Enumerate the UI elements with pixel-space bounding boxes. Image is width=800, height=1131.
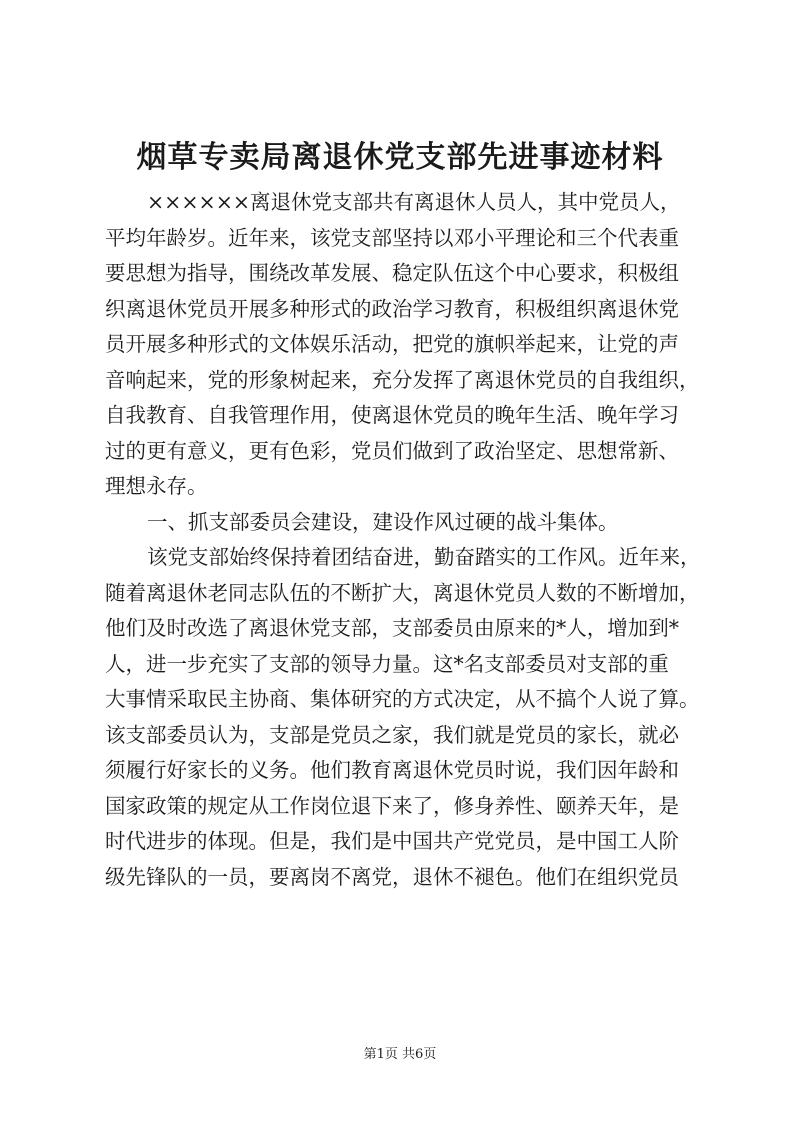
document-body (105, 185, 705, 895)
paragraph-line: 织离退休党员开展多种形式的政治学习教育，积极组织离退休党 (105, 296, 679, 321)
paragraph-line: 人，进一步充实了支部的领导力量。这*名支部委员对支部的重 (105, 651, 669, 676)
paragraph-line: 该党支部始终保持着团结奋进，勤奋踏实的工作风。近年来， (147, 545, 701, 569)
paragraph-line: 他们及时改选了离退休党支部，支部委员由原来的*人，增加到* (105, 616, 679, 640)
paragraph-line: 要思想为指导，围绕改革发展、稳定队伍这个中心要求，积极组 (105, 261, 679, 285)
paragraph-line: ××××××离退休党支部共有离退休人员人，其中党员人， (147, 190, 681, 214)
paragraph-line: 理想永存。 (105, 474, 208, 498)
paragraph-2 (105, 540, 705, 895)
paragraph-line: 国家政策的规定从工作岗位退下来了，修身养性、颐养天年，是 (105, 793, 679, 818)
paragraph-line: 过的更有意义，更有色彩，党员们做到了政治坚定、思想常新、 (105, 438, 679, 463)
paragraph-line: 大事情采取民主协商、集体研究的方式决定，从不搞个人说了算。 (105, 687, 700, 711)
paragraph-line: 级先锋队的一员，要离岗不离党，退休不褪色。他们在组织党员 (105, 864, 679, 889)
paragraph-line: 随着离退休老同志队伍的不断扩大，离退休党员人数的不断增加， (105, 580, 700, 605)
paragraph-1 (105, 185, 705, 505)
paragraph-line: 时代进步的体现。但是，我们是中国共产党党员，是中国工人阶 (105, 829, 679, 853)
page-number-footer: 第1页 共6页 (363, 1047, 437, 1062)
paragraph-line: 平均年龄岁。近年来，该党支部坚持以邓小平理论和三个代表重 (105, 225, 679, 250)
paragraph-line: 该支部委员认为，支部是党员之家，我们就是党员的家长，就必 (105, 722, 679, 747)
paragraph-line: 须履行好家长的义务。他们教育离退休党员时说，我们因年龄和 (105, 758, 679, 782)
section-heading: 一、抓支部委员会建设，建设作风过硬的战斗集体。 (147, 509, 619, 534)
paragraph-line: 自我教育、自我管理作用，使离退休党员的晚年生活、晚年学习 (105, 403, 679, 427)
paragraph-line: 音响起来，党的形象树起来，充分发挥了离退休党员的自我组织， (105, 367, 700, 392)
document-title: 烟草专卖局离退休党支部先进事迹材料 (136, 140, 664, 175)
paragraph-line: 员开展多种形式的文体娱乐活动，把党的旗帜举起来，让党的声 (105, 332, 679, 356)
